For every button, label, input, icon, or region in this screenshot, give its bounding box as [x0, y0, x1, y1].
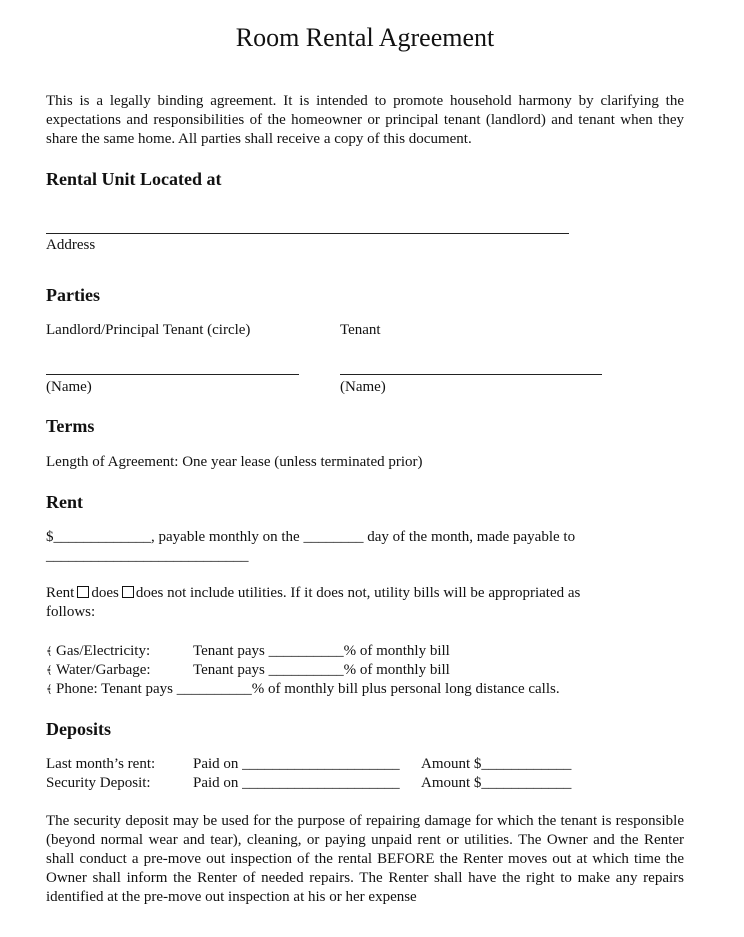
utilities-follows: follows: [46, 604, 96, 620]
landlord-name-line[interactable] [46, 374, 299, 375]
does-not-checkbox[interactable] [122, 586, 134, 598]
utility-water-pays: Tenant pays __________% of monthly bill [193, 662, 450, 678]
bullet-icon: ﴾ [46, 665, 53, 677]
security-deposit-amount: Amount $____________ [421, 775, 572, 791]
tenant-label: Tenant [340, 322, 381, 338]
deposits-heading: Deposits [46, 719, 112, 739]
bullet-icon: ﴾ [46, 684, 53, 696]
last-month-paid: Paid on _____________________ [193, 756, 400, 772]
last-month-amount: Amount $____________ [421, 756, 572, 772]
agreement-length: Length of Agreement: One year lease (unless terminated prior) [46, 454, 423, 470]
security-deposit-paid: Paid on _____________________ [193, 775, 400, 791]
rental-unit-heading: Rental Unit Located at [46, 169, 222, 189]
address-line[interactable] [46, 233, 569, 234]
security-deposit-label: Security Deposit: [46, 775, 151, 791]
utilities-prefix: Rent [46, 585, 75, 601]
utility-water-name: Water/Garbage: [56, 662, 151, 678]
utilities-line [46, 584, 580, 603]
security-deposit-paragraph: The security deposit may be used for the purpose of repairing damage for which the tenant is responsible (beyond normal wear and tear), cleaning, or paying unpaid rent or utilities. The Owner and the Renter shall conduct a pre-move out inspection of the rental BEFORE the Renter moves out at which time the Owner shall inform the Renter of needed repairs. The Renter shall have the right to make any repairs identified at the pre-move out inspection at his or her expense [46, 813, 684, 905]
tenant-name-label: (Name) [340, 379, 386, 395]
does-not-label: does not include utilities. If it does not, utility bills will be appropriated as [135, 585, 581, 601]
intro-paragraph: This is a legally binding agreement. It is intended to promote household harmony by clarifying the expectations and responsibilities of the homeowner or principal tenant (landlord) and tenant when they share the same home. All parties shall receive a copy of this document. [46, 93, 684, 147]
address-label: Address [46, 237, 96, 253]
utility-gas-pays: Tenant pays __________% of monthly bill [193, 643, 450, 659]
utility-phone: Phone: Tenant pays __________% of monthly bill plus personal long distance calls. [56, 681, 560, 697]
document-title: Room Rental Agreement [235, 23, 495, 52]
rent-heading: Rent [46, 492, 83, 512]
parties-heading: Parties [46, 285, 100, 305]
rent-amount-line: $_____________, payable monthly on the ________ day of the month, made payable to [46, 529, 576, 545]
rent-payee-line: ___________________________ [46, 548, 249, 564]
terms-heading: Terms [46, 416, 95, 436]
landlord-label: Landlord/Principal Tenant (circle) [46, 322, 251, 338]
does-label: does [91, 585, 119, 601]
utility-gas-name: Gas/Electricity: [56, 643, 151, 659]
last-month-label: Last month’s rent: [46, 756, 156, 772]
bullet-icon: ﴾ [46, 646, 53, 658]
landlord-name-label: (Name) [46, 379, 92, 395]
tenant-name-line[interactable] [340, 374, 602, 375]
does-checkbox[interactable] [77, 586, 89, 598]
